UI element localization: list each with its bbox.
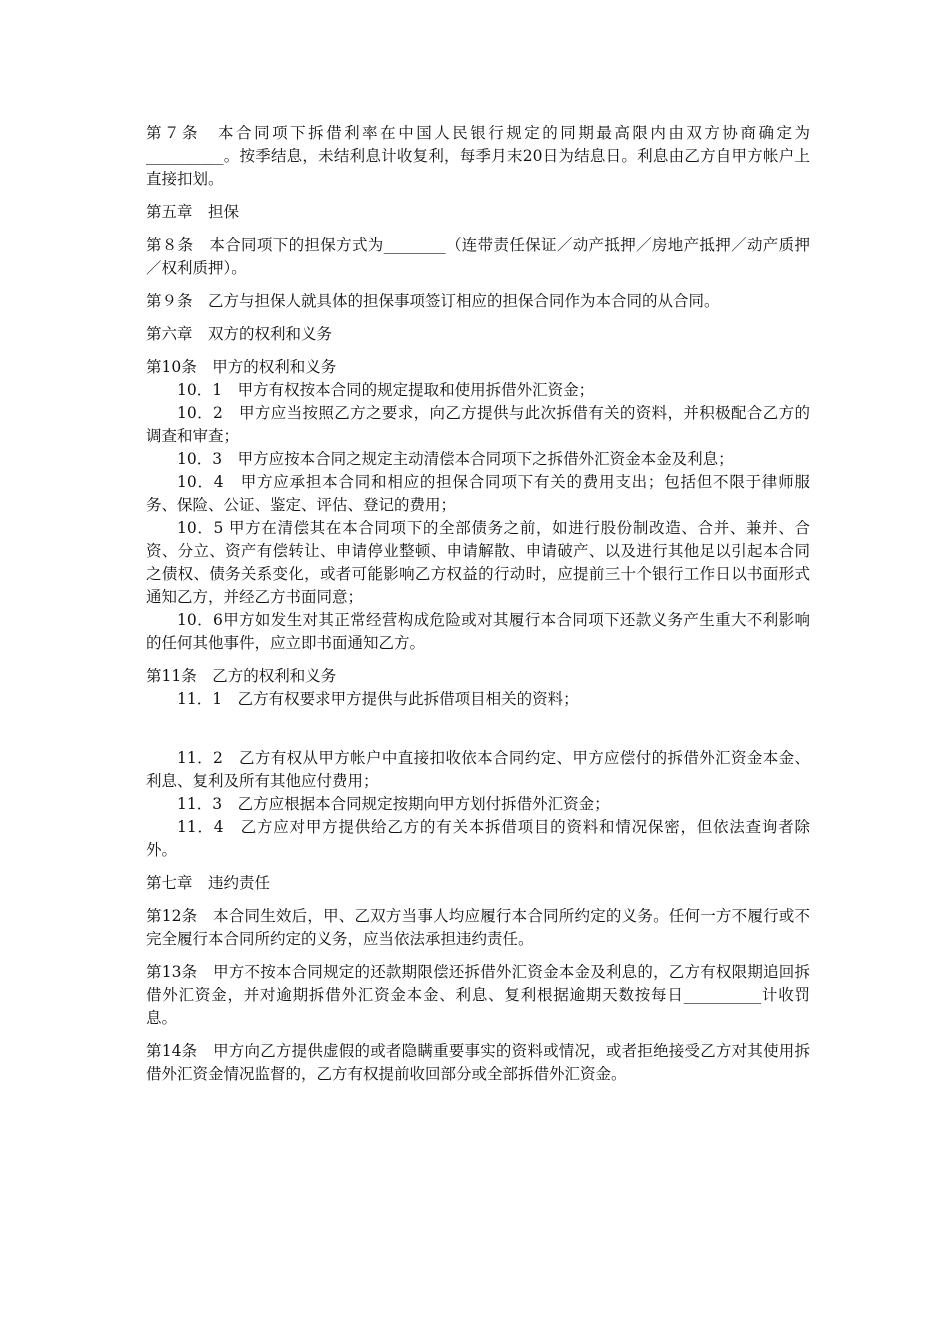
clause-10-3: 10．3 甲方应按本合同之规定主动清偿本合同项下之拆借外汇资金本金及利息； [177, 450, 734, 468]
clause-10-6: 10．6甲方如发生对其正常经营构成危险或对其履行本合同项下还款义务产生重大不利影响的任何其他事件，应立即书面通知乙方。 [146, 611, 810, 652]
article-9: 第９条 乙方与担保人就具体的担保事项签订相应的担保合同作为本合同的从合同。 [146, 292, 720, 310]
clause-11-2: 11．2 乙方有权从甲方帐户中直接扣收依本合同约定、甲方应偿付的拆借外汇资金本金、利息、复利及所有其他应付费用； [146, 749, 810, 790]
chapter-7-heading: 第七章 违约责任 [146, 874, 271, 892]
clause-10-4: 10．4 甲方应承担本合同和相应的担保合同项下有关的费用支出；包括但不限于律师服务、保险、公证、鉴定、评估、登记的费用； [146, 473, 810, 514]
article-14: 第14条 甲方向乙方提供虚假的或者隐瞒重要事实的资料或情况，或者拒绝接受乙方对其使用拆借外汇资金情况监督的，乙方有权提前收回部分或全部拆借外汇资金。 [146, 1042, 810, 1083]
article-11: 第11条 乙方的权利和义务 [146, 667, 337, 685]
clause-10-2: 10．2 甲方应当按照乙方之要求，向乙方提供与此次拆借有关的资料，并积极配合乙方的调查和审查； [146, 404, 810, 445]
article-13: 第13条 甲方不按本合同规定的还款期限偿还拆借外汇资金本金及利息的，乙方有权限期追回拆借外汇资金，并对逾期拆借外汇资金本金、利息、复利根据逾期天数按每日__________计收罚息。 [146, 963, 810, 1027]
clause-11-3: 11．3 乙方应根据本合同规定按期向甲方划付拆借外汇资金； [177, 795, 610, 813]
clause-10-5: 10．5 甲方在清偿其在本合同项下的全部债务之前，如进行股份制改造、合并、兼并、合资、分立、资产有偿转让、申请停业整顿、申请解散、申请破产、以及进行其他足以引起本合同之债权、债务关系变化，或者可能影响乙方权益的行动时，应提前三十个银行工作日以书面形式通知乙方，并经乙方书面同意； [146, 519, 810, 606]
clause-11-1: 11．1 乙方有权要求甲方提供与此拆借项目相关的资料； [177, 690, 579, 708]
article-10: 第10条 甲方的权利和义务 [146, 358, 337, 376]
document-page [146, 122, 810, 1086]
clause-11-4: 11．4 乙方应对甲方提供给乙方的有关本拆借项目的资料和情况保密，但依法查询者除外。 [146, 818, 810, 859]
article-12: 第12条 本合同生效后，甲、乙双方当事人均应履行本合同所约定的义务。任何一方不履行或不完全履行本合同所约定的义务，应当依法承担违约责任。 [146, 907, 810, 948]
clause-10-1: 10．1 甲方有权按本合同的规定提取和使用拆借外汇资金； [177, 381, 595, 399]
article-8: 第８条 本合同项下的担保方式为________（连带责任保证／动产抵押／房地产抵押／动产质押／权利质押）。 [146, 236, 810, 277]
chapter-5-heading: 第五章 担保 [146, 203, 240, 221]
chapter-6-heading: 第六章 双方的权利和义务 [146, 325, 333, 343]
article-7: 第７条 本合同项下拆借利率在中国人民银行规定的同期最高限内由双方协商确定为__________。按季结息，未结利息计收复利，每季月末20日为结息日。利息由乙方自甲方帐户上直接扣划。 [146, 124, 810, 188]
